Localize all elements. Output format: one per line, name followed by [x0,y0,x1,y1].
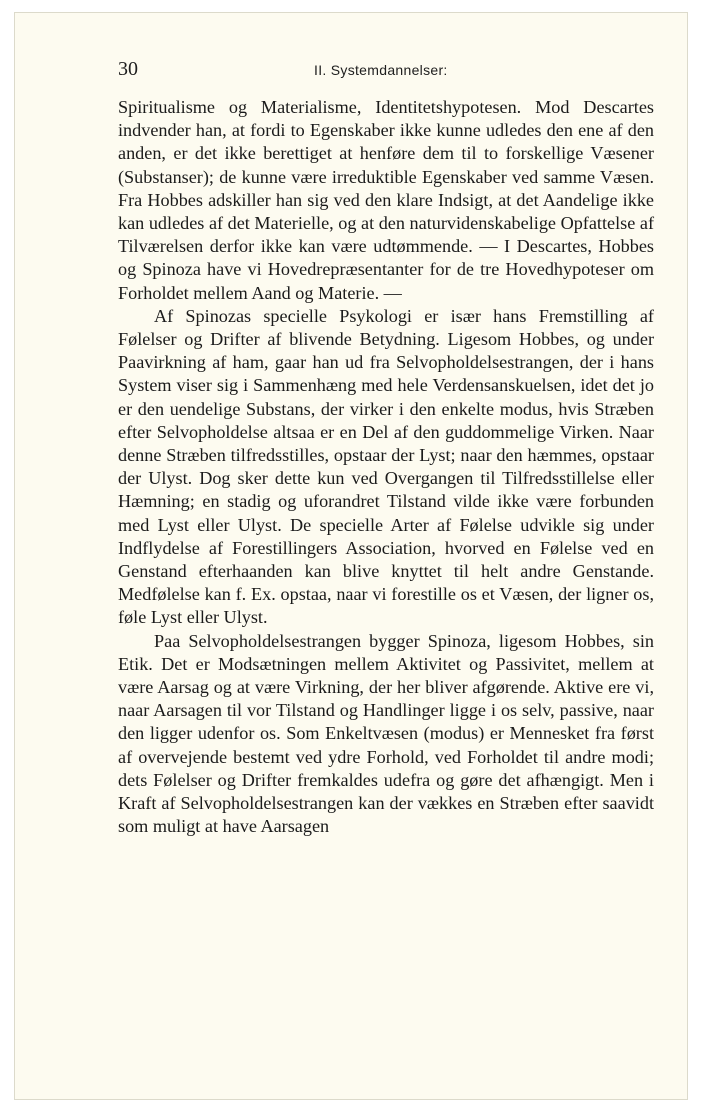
paragraph-2: Af Spinozas specielle Psykologi er især hans Fremstilling af Følelser og Drifter af blivende Betydning. Ligesom Hobbes, og under Paavirkning af ham, gaar han ud fra Selvopholdelsestrangen, der i hans System viser sig i Sammenhæng med hele Verdensanskuelsen, idet det jo er den uendelige Substans, der virker i den enkelte modus, hvis Stræben efter Selvopholdelse altsaa er en Del af den guddommelige Virken. Naar denne Stræben tilfredsstilles, opstaar der Lyst; naar den hæmmes, opstaar der Ulyst. Dog sker dette kun ved Overgangen til Tilfredsstillelse eller Hæmning; en stadig og uforandret Tilstand vilde ikke være forbunden med Lyst eller Ulyst. De specielle Arter af Følelse udvikle sig under Indflydelse af Forestillingers Association, hvorved en Følelse ved en Genstand efterhaanden kan blive knyttet til helt andre Genstande. Medfølelse kan f. Ex. opstaa, naar vi forestille os et Væsen, der ligner os, føle Lyst eller Ulyst. [118,305,654,628]
paragraph-1: Spiritualisme og Materialisme, Identitetshypotesen. Mod Descartes indvender han, at fordi to Egenskaber ikke kunne udledes den ene af den anden, er det ikke berettiget at henføre dem til to forskellige Væsener (Substanser); de kunne være irreduktible Egenskaber ved samme Væsen. Fra Hobbes adskiller han sig ved den klare Indsigt, at det Aandelige ikke kan udledes af det Materielle, og at den naturvidenskabelige Opfattelse af Tilværelsen derfor ikke kan være udtømmende. — I Descartes, Hobbes og Spinoza have vi Hovedrepræsentanter for de tre Hovedhypoteser om Forholdet mellem Aand og Materie. — [118,97,654,303]
page-header [118,58,654,82]
page-number: 30 [118,58,138,80]
paragraph-3: Paa Selvopholdelsestrangen bygger Spinoza, ligesom Hobbes, sin Etik. Det er Modsætningen mellem Aktivitet og Passivitet, mellem at være Aarsag og at være Virkning, der her bliver afgørende. Aktive ere vi, naar Aarsagen til vor Tilstand og Handlinger ligge i os selv, passive, naar den ligger udenfor os. Som Enkeltvæsen (modus) er Mennesket fra først af overvejende bestemt ved ydre Forhold, ved Forholdet til andre modi; dets Følelser og Drifter fremkaldes udefra og gøre det afhængigt. Men i Kraft af Selvopholdelsestrangen kan der vækkes en Stræben efter saavidt som muligt at have Aarsagen [118,630,654,837]
running-head: II. Systemdannelser: [314,62,448,78]
body-text [118,96,654,839]
